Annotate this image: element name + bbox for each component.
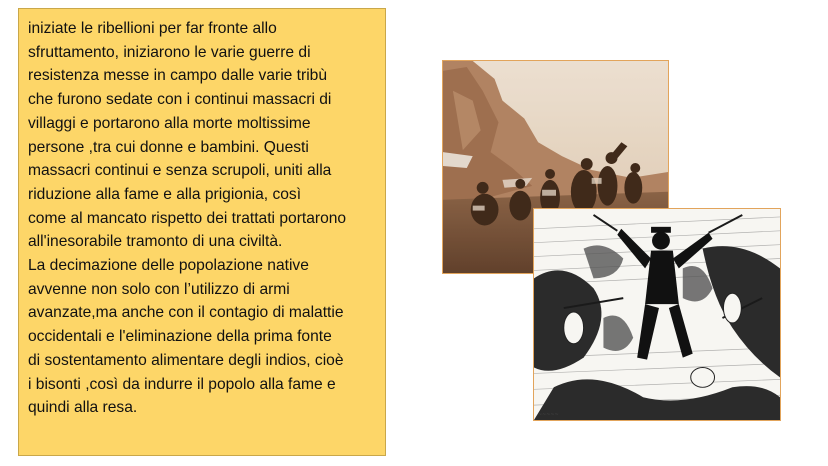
paragraph-2: La decimazione delle popolazione native avvenne non solo con l’utilizzo di armi avanzate,ma anche con il contagio di malattie occidentali e l'eliminazione della prima fonte di sostentamento alimentare degli indios, cioè i bisonti ,così da indurre il popolo alla fame e quindi alla resa. xyxy=(28,257,344,417)
svg-text:~~~~~: ~~~~~ xyxy=(537,412,559,419)
engraving-image xyxy=(533,208,781,421)
engraving-graphic xyxy=(534,209,780,420)
paragraph-1: iniziate le ribellioni per far fronte allo sfruttamento, iniziarono le varie guerre di resistenza messe in campo dalle varie tribù che furono sedate con i continui massacri di villaggi e portarono alla morte moltissime persone ,tra cui donne e bambini. Questi massacri continui e senza scrupoli, uniti alla riduzione alla fame e alla prigionia, così come al mancato rispetto dei trattati portarono all'inesorabile tramonto di una civiltà. xyxy=(28,20,347,251)
text-box xyxy=(18,8,386,456)
